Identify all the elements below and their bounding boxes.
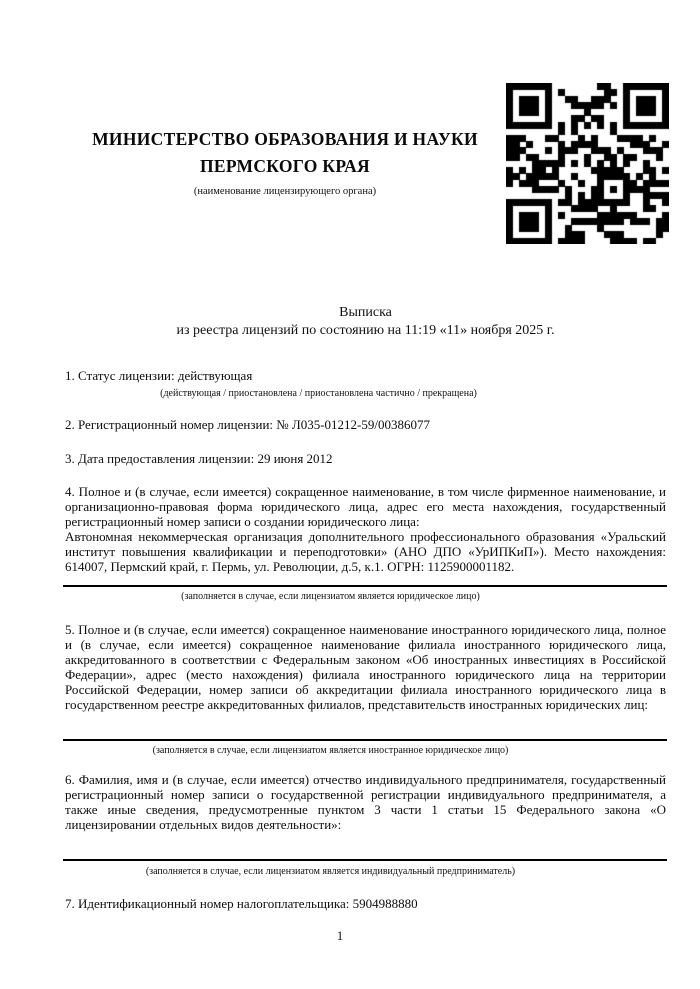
foreign-entity-caption: (заполняется в случае, если лицензиатом является иностранное юридическое лицо)	[152, 745, 509, 756]
ministry-name-line2: ПЕРМСКОГО КРАЯ	[200, 156, 370, 176]
qr-code-icon	[506, 83, 669, 244]
entrepreneur-caption: (заполняется в случае, если лицензиатом является индивидуальный предприниматель)	[145, 866, 516, 877]
legal-entity-value: Автономная некоммерческая организация дополнительного профессионального образования «Уральский институт повышения квалификации и переподготовки» (АНО ДПО «УрИПКиП»). Место нахождения: 614007, Пермский край, г. Пермь, ул. Революции, д.5, к.1. ОГРН: 1125900001182.	[65, 529, 666, 574]
foreign-entity-rule	[63, 739, 667, 741]
title-line1: Выписка	[339, 305, 392, 320]
document-title	[65, 304, 666, 339]
taxpayer-id: 7. Идентификационный номер налогоплательщика: 5904988880	[65, 896, 418, 911]
license-status: 1. Статус лицензии: действующая	[65, 368, 253, 383]
entrepreneur-label: 6. Фамилия, имя и (в случае, если имеется) отчество индивидуального предпринимателя, государственный регистрационный номер записи о государственной регистрации индивидуального предпринимателя, а также иные сведения, предусмотренные пунктом 3 части 1 статьи 15 Федерального закона «О лицензировании отдельных видов деятельности»:	[65, 772, 666, 832]
legal-entity-section	[65, 484, 666, 574]
title-line2: из реестра лицензий по состоянию на 11:19 «11» ноября 2025 г.	[176, 322, 555, 338]
issuing-authority-block	[65, 126, 505, 198]
license-status-caption: (действующая / приостановлена / приостановлена частично / прекращена)	[160, 388, 477, 399]
legal-entity-rule	[63, 585, 667, 587]
ministry-caption: (наименование лицензирующего органа)	[193, 186, 377, 197]
ministry-name-line1: МИНИСТЕРСТВО ОБРАЗОВАНИЯ И НАУКИ	[92, 129, 478, 149]
legal-entity-caption: (заполняется в случае, если лицензиатом является юридическое лицо)	[181, 591, 480, 602]
grant-date: 3. Дата предоставления лицензии: 29 июня 2012	[65, 451, 333, 466]
page-number: 1	[336, 928, 344, 943]
entrepreneur-rule	[63, 859, 667, 861]
registration-number: 2. Регистрационный номер лицензии: № Л035-01212-59/00386077	[65, 417, 431, 432]
legal-entity-label: 4. Полное и (в случае, если имеется) сокращенное наименование, в том числе фирменное наименование, и организационно-правовая форма юридического лица, адрес его места нахождения, государственный регистрационный номер записи о создании юридического лица:	[65, 484, 666, 529]
foreign-entity-label: 5. Полное и (в случае, если имеется) сокращенное наименование иностранного юридического лица, полное и (в случае, если имеется) сокращенное наименование филиала иностранного юридического лица, аккредитованного в соответствии с Федеральным законом «Об иностранных инвестициях в Российской Федерации», адрес (место нахождения) филиала иностранного юридического лица на территории Российской Федерации, номер записи об аккредитации филиала иностранного юридического лица в государственном реестре аккредитованных филиалов, представительств иностранных юридических лиц:	[65, 622, 666, 712]
